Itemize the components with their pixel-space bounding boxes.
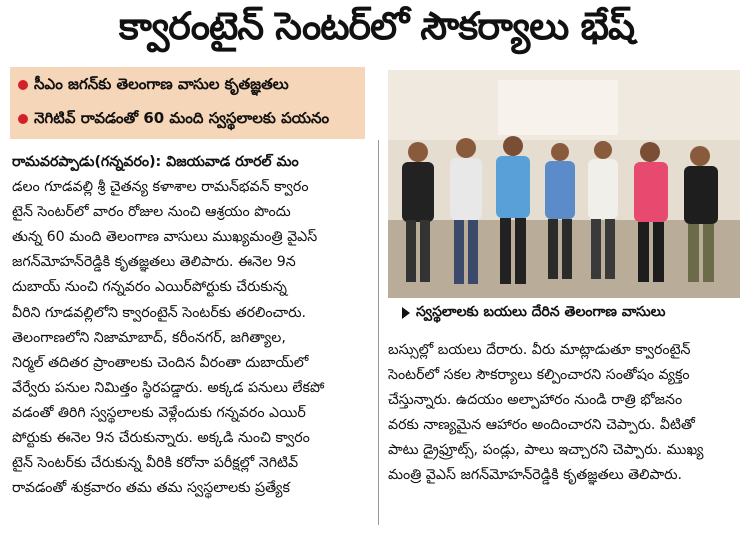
article-line: మంత్రి వైఎస్ జగన్‌మోహన్‌రెడ్డికి కృతజ్ఞతలు తెలిపారు. bbox=[388, 467, 683, 484]
article-line: రామవరప్పాడు(గన్నవరం): విజయవాడ రూరల్ మం bbox=[12, 154, 299, 170]
headline: క్వారంటైన్ సెంటర్‌లో సౌకర్యాలు భేష్ bbox=[118, 4, 635, 48]
bullet-dot-icon bbox=[18, 80, 28, 90]
article-line: జగన్‌మోహన్‌రెడ్డికి కృతజ్ఞతలు తెలిపారు. ఈనెల 9న bbox=[12, 254, 296, 271]
caption-text: స్వస్థలాలకు బయలు దేరిన తెలంగాణ వాసులు bbox=[416, 303, 666, 320]
group-photo bbox=[388, 70, 740, 298]
article-line: పోర్టుకు ఈనెల 9న చేరుకున్నారు. అక్కడి నుంచి క్వారం bbox=[12, 430, 310, 447]
highlight-item bbox=[18, 109, 329, 131]
article-line: వీరిని గూడవల్లిలోని క్వారంటైన్ సెంటర్‌కు తరలించారు. bbox=[12, 304, 306, 321]
article-line: టైన్ సెంటర్‌కు చేరుకున్న వీరికి కరోనా పరీక్షల్లో నెగిటివ్ bbox=[12, 455, 299, 472]
highlight-text: నెగిటివ్ రావడంతో 60 మంది స్వస్థలాలకు పయనం bbox=[34, 109, 330, 127]
article-line: తున్న 60 మంది తెలంగాణ వాసులు ముఖ్యమంత్రి వైఎస్ bbox=[12, 229, 318, 246]
article-right-column bbox=[388, 338, 740, 489]
article-line: టైన్ సెంటర్‌లో వారం రోజుల నుంచి ఆశ్రయం పొందు bbox=[12, 204, 291, 221]
article-line: నిర్మల్ తదితర ప్రాంతాలకు చెందిన వీరంతా దుబాయ్‌లో bbox=[12, 354, 309, 371]
article-line: వరకు నాణ్యమైన ఆహారం అందించారని చెప్పారు. వీటితో bbox=[388, 417, 695, 434]
article-line: తెలంగాణలోని నిజామాబాద్, కరీంనగర్, జగిత్యాల, bbox=[12, 329, 286, 346]
column-divider bbox=[378, 140, 379, 525]
photo-caption bbox=[388, 300, 740, 326]
article-line: వడంతో తిరిగి స్వస్థలాలకు వెళ్లేందుకు గన్నవరం ఎయిర్ bbox=[12, 404, 306, 421]
article-line: సెంటర్‌లో సకల సౌకర్యాలు కల్పించారని సంతోషం వ్యక్తం bbox=[388, 367, 690, 384]
article-line: చేస్తున్నారు. ఉదయం అల్పాహారం నుండి రాత్రి భోజనం bbox=[388, 392, 683, 409]
article-line: పాటు డ్రైఫ్రూట్స్, పండ్లు, పాలు ఇచ్చారని చెప్పారు. ముఖ్య bbox=[388, 442, 704, 459]
article-line: రావడంతో శుక్రవారం తమ తమ స్వస్థలాలకు ప్రత్యేక bbox=[12, 480, 290, 497]
highlight-text: సీఎం జగన్‌కు తెలంగాణ వాసుల కృతజ్ఞతలు bbox=[34, 75, 289, 93]
highlights-box bbox=[10, 67, 365, 139]
article-left-column bbox=[12, 150, 372, 501]
article-line: వేర్వేరు పనుల నిమిత్తం స్థిరపడ్డారు. అక్కడ పనులు లేకపో bbox=[12, 379, 325, 396]
article-line: డలం గూడవల్లి శ్రీ చైతన్య కళాశాల రామన్‌భవన్ క్వారం bbox=[12, 179, 309, 196]
bullet-dot-icon bbox=[18, 114, 28, 124]
article-line: దుబాయ్ నుంచి గన్నవరం ఎయిర్‌పోర్టుకు చేరుకున్న bbox=[12, 279, 287, 296]
caption-arrow-icon bbox=[402, 307, 410, 319]
group-photo-illustration bbox=[388, 70, 740, 298]
highlight-item bbox=[18, 75, 289, 97]
article-line: బస్సుల్లో బయలు దేరారు. వీరు మాట్లాడుతూ క్వారంటైన్ bbox=[388, 342, 691, 358]
